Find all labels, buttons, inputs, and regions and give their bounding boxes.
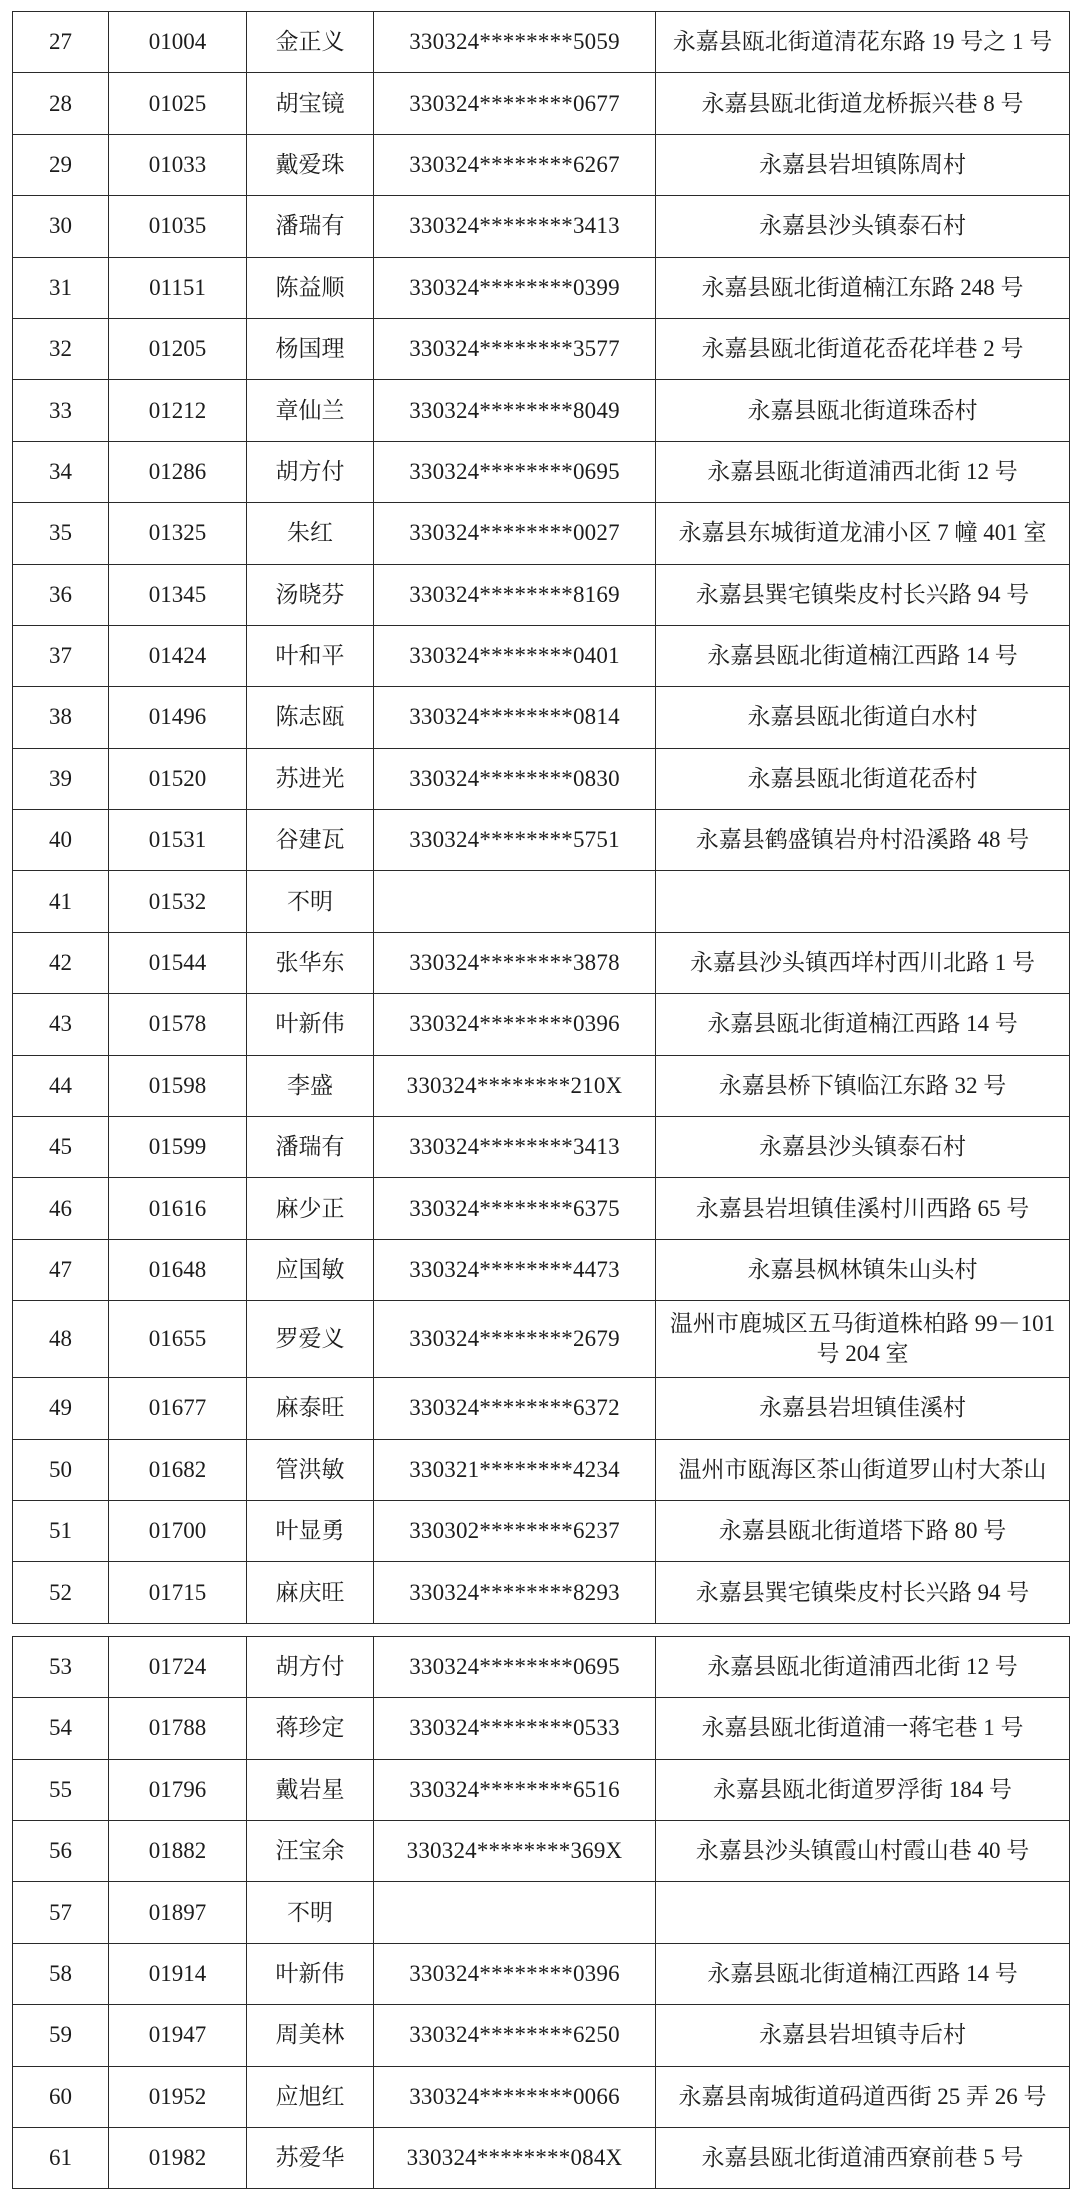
id-number-cell: 330324********0695 bbox=[374, 1636, 656, 1697]
record-code-cell: 01544 bbox=[109, 932, 247, 993]
row-number-cell: 37 bbox=[13, 625, 109, 686]
address-cell: 永嘉县瓯北街道塔下路 80 号 bbox=[656, 1500, 1070, 1561]
address-cell bbox=[656, 871, 1070, 932]
table-row bbox=[13, 1636, 1070, 1697]
record-code-cell: 01531 bbox=[109, 810, 247, 871]
record-code-cell: 01325 bbox=[109, 503, 247, 564]
record-code-cell: 01035 bbox=[109, 196, 247, 257]
id-number-cell: 330324********5751 bbox=[374, 810, 656, 871]
row-number-cell: 46 bbox=[13, 1178, 109, 1239]
record-code-cell: 01677 bbox=[109, 1378, 247, 1439]
person-name-cell: 谷建瓦 bbox=[247, 810, 374, 871]
row-number-cell: 44 bbox=[13, 1055, 109, 1116]
address-cell: 永嘉县桥下镇临江东路 32 号 bbox=[656, 1055, 1070, 1116]
row-number-cell: 34 bbox=[13, 441, 109, 502]
id-number-cell: 330324********6516 bbox=[374, 1759, 656, 1820]
record-code-cell: 01914 bbox=[109, 1943, 247, 2004]
person-name-cell: 叶新伟 bbox=[247, 994, 374, 1055]
person-name-cell: 蒋珍定 bbox=[247, 1698, 374, 1759]
table-row bbox=[13, 1301, 1070, 1378]
id-number-cell: 330324********4473 bbox=[374, 1239, 656, 1300]
person-name-cell: 潘瑞有 bbox=[247, 1117, 374, 1178]
row-number-cell: 40 bbox=[13, 810, 109, 871]
id-number-cell: 330324********8293 bbox=[374, 1562, 656, 1623]
record-code-cell: 01682 bbox=[109, 1439, 247, 1500]
person-name-cell: 苏进光 bbox=[247, 748, 374, 809]
row-number-cell: 59 bbox=[13, 2005, 109, 2066]
record-code-cell: 01345 bbox=[109, 564, 247, 625]
table-row bbox=[13, 1820, 1070, 1881]
id-number-cell: 330324********369X bbox=[374, 1820, 656, 1881]
address-cell: 永嘉县瓯北街道罗浮街 184 号 bbox=[656, 1759, 1070, 1820]
person-name-cell: 杨国理 bbox=[247, 318, 374, 379]
address-cell: 永嘉县瓯北街道龙桥振兴巷 8 号 bbox=[656, 73, 1070, 134]
record-code-cell: 01655 bbox=[109, 1301, 247, 1378]
table-row bbox=[13, 748, 1070, 809]
row-number-cell: 38 bbox=[13, 687, 109, 748]
id-number-cell bbox=[374, 1882, 656, 1943]
address-cell: 温州市瓯海区茶山街道罗山村大茶山 bbox=[656, 1439, 1070, 1500]
row-number-cell: 32 bbox=[13, 318, 109, 379]
address-cell: 永嘉县沙头镇霞山村霞山巷 40 号 bbox=[656, 1820, 1070, 1881]
person-name-cell: 朱红 bbox=[247, 503, 374, 564]
id-number-cell: 330324********3413 bbox=[374, 1117, 656, 1178]
person-name-cell: 陈志瓯 bbox=[247, 687, 374, 748]
row-number-cell: 45 bbox=[13, 1117, 109, 1178]
person-name-cell: 罗爱义 bbox=[247, 1301, 374, 1378]
row-number-cell: 53 bbox=[13, 1636, 109, 1697]
address-cell: 永嘉县沙头镇泰石村 bbox=[656, 196, 1070, 257]
record-code-cell: 01882 bbox=[109, 1820, 247, 1881]
row-number-cell: 31 bbox=[13, 257, 109, 318]
table-row bbox=[13, 441, 1070, 502]
id-number-cell: 330324********2679 bbox=[374, 1301, 656, 1378]
record-code-cell: 01982 bbox=[109, 2127, 247, 2188]
row-number-cell: 61 bbox=[13, 2127, 109, 2188]
row-number-cell: 48 bbox=[13, 1301, 109, 1378]
table-row bbox=[13, 1117, 1070, 1178]
address-cell: 永嘉县瓯北街道浦一蒋宅巷 1 号 bbox=[656, 1698, 1070, 1759]
address-cell: 永嘉县岩坦镇寺后村 bbox=[656, 2005, 1070, 2066]
address-cell: 永嘉县巽宅镇柴皮村长兴路 94 号 bbox=[656, 1562, 1070, 1623]
id-number-cell: 330324********6267 bbox=[374, 134, 656, 195]
record-code-cell: 01496 bbox=[109, 687, 247, 748]
address-cell: 永嘉县瓯北街道楠江西路 14 号 bbox=[656, 1943, 1070, 2004]
record-code-cell: 01424 bbox=[109, 625, 247, 686]
record-code-cell: 01598 bbox=[109, 1055, 247, 1116]
address-cell: 永嘉县瓯北街道浦西北街 12 号 bbox=[656, 1636, 1070, 1697]
record-code-cell: 01004 bbox=[109, 12, 247, 73]
row-number-cell: 60 bbox=[13, 2066, 109, 2127]
table-row bbox=[13, 73, 1070, 134]
row-number-cell: 30 bbox=[13, 196, 109, 257]
record-code-cell: 01205 bbox=[109, 318, 247, 379]
row-number-cell: 33 bbox=[13, 380, 109, 441]
document-page bbox=[12, 11, 1069, 2189]
row-number-cell: 39 bbox=[13, 748, 109, 809]
id-number-cell: 330324********5059 bbox=[374, 12, 656, 73]
table-row bbox=[13, 1239, 1070, 1300]
id-number-cell: 330324********6250 bbox=[374, 2005, 656, 2066]
address-cell: 永嘉县瓯北街道浦西寮前巷 5 号 bbox=[656, 2127, 1070, 2188]
address-cell: 永嘉县沙头镇泰石村 bbox=[656, 1117, 1070, 1178]
id-number-cell: 330324********0695 bbox=[374, 441, 656, 502]
person-name-cell: 金正义 bbox=[247, 12, 374, 73]
id-number-cell: 330324********8049 bbox=[374, 380, 656, 441]
record-code-cell: 01700 bbox=[109, 1500, 247, 1561]
table-row bbox=[13, 1943, 1070, 2004]
person-name-cell: 章仙兰 bbox=[247, 380, 374, 441]
address-cell: 永嘉县岩坦镇陈周村 bbox=[656, 134, 1070, 195]
address-cell: 永嘉县瓯北街道白水村 bbox=[656, 687, 1070, 748]
id-number-cell: 330321********4234 bbox=[374, 1439, 656, 1500]
id-number-cell: 330324********0399 bbox=[374, 257, 656, 318]
row-number-cell: 51 bbox=[13, 1500, 109, 1561]
address-cell: 永嘉县岩坦镇佳溪村 bbox=[656, 1378, 1070, 1439]
record-code-cell: 01151 bbox=[109, 257, 247, 318]
record-code-cell: 01599 bbox=[109, 1117, 247, 1178]
id-number-cell: 330324********0533 bbox=[374, 1698, 656, 1759]
table-row bbox=[13, 1500, 1070, 1561]
address-cell: 永嘉县瓯北街道花岙花垟巷 2 号 bbox=[656, 318, 1070, 379]
person-name-cell: 周美林 bbox=[247, 2005, 374, 2066]
person-name-cell: 戴爱珠 bbox=[247, 134, 374, 195]
person-name-cell: 陈益顺 bbox=[247, 257, 374, 318]
person-name-cell: 麻少正 bbox=[247, 1178, 374, 1239]
address-cell bbox=[656, 1882, 1070, 1943]
table-row bbox=[13, 1562, 1070, 1623]
id-number-cell: 330324********0814 bbox=[374, 687, 656, 748]
address-cell: 永嘉县沙头镇西垟村西川北路 1 号 bbox=[656, 932, 1070, 993]
table-row bbox=[13, 1378, 1070, 1439]
id-number-cell: 330324********0396 bbox=[374, 994, 656, 1055]
id-number-cell: 330324********3413 bbox=[374, 196, 656, 257]
row-number-cell: 42 bbox=[13, 932, 109, 993]
table-row bbox=[13, 810, 1070, 871]
record-code-cell: 01952 bbox=[109, 2066, 247, 2127]
table-row bbox=[13, 871, 1070, 932]
table-row bbox=[13, 196, 1070, 257]
person-name-cell: 应旭红 bbox=[247, 2066, 374, 2127]
id-number-cell: 330324********0830 bbox=[374, 748, 656, 809]
table-row bbox=[13, 1759, 1070, 1820]
address-cell: 永嘉县瓯北街道珠岙村 bbox=[656, 380, 1070, 441]
table-row bbox=[13, 564, 1070, 625]
row-number-cell: 28 bbox=[13, 73, 109, 134]
person-name-cell: 不明 bbox=[247, 871, 374, 932]
row-number-cell: 29 bbox=[13, 134, 109, 195]
table-row bbox=[13, 994, 1070, 1055]
row-number-cell: 49 bbox=[13, 1378, 109, 1439]
address-cell: 永嘉县巽宅镇柴皮村长兴路 94 号 bbox=[656, 564, 1070, 625]
person-name-cell: 潘瑞有 bbox=[247, 196, 374, 257]
id-number-cell: 330324********8169 bbox=[374, 564, 656, 625]
record-code-cell: 01286 bbox=[109, 441, 247, 502]
id-number-cell: 330324********3878 bbox=[374, 932, 656, 993]
table-row bbox=[13, 380, 1070, 441]
record-table-2 bbox=[12, 1636, 1070, 2190]
table-row bbox=[13, 257, 1070, 318]
record-code-cell: 01796 bbox=[109, 1759, 247, 1820]
address-cell: 永嘉县岩坦镇佳溪村川西路 65 号 bbox=[656, 1178, 1070, 1239]
id-number-cell: 330324********0401 bbox=[374, 625, 656, 686]
table-row bbox=[13, 2127, 1070, 2188]
id-number-cell: 330324********6375 bbox=[374, 1178, 656, 1239]
table-row bbox=[13, 1178, 1070, 1239]
row-number-cell: 36 bbox=[13, 564, 109, 625]
table-row bbox=[13, 1882, 1070, 1943]
row-number-cell: 56 bbox=[13, 1820, 109, 1881]
record-code-cell: 01648 bbox=[109, 1239, 247, 1300]
id-number-cell: 330302********6237 bbox=[374, 1500, 656, 1561]
id-number-cell: 330324********084X bbox=[374, 2127, 656, 2188]
person-name-cell: 管洪敏 bbox=[247, 1439, 374, 1500]
row-number-cell: 50 bbox=[13, 1439, 109, 1500]
record-code-cell: 01578 bbox=[109, 994, 247, 1055]
address-cell: 永嘉县枫林镇朱山头村 bbox=[656, 1239, 1070, 1300]
record-code-cell: 01025 bbox=[109, 73, 247, 134]
id-number-cell: 330324********3577 bbox=[374, 318, 656, 379]
table-row bbox=[13, 625, 1070, 686]
row-number-cell: 52 bbox=[13, 1562, 109, 1623]
id-number-cell: 330324********0066 bbox=[374, 2066, 656, 2127]
record-code-cell: 01033 bbox=[109, 134, 247, 195]
table-row bbox=[13, 318, 1070, 379]
address-cell: 永嘉县瓯北街道楠江西路 14 号 bbox=[656, 625, 1070, 686]
row-number-cell: 55 bbox=[13, 1759, 109, 1820]
id-number-cell bbox=[374, 871, 656, 932]
address-cell: 永嘉县南城街道码道西街 25 弄 26 号 bbox=[656, 2066, 1070, 2127]
record-code-cell: 01520 bbox=[109, 748, 247, 809]
address-cell: 永嘉县瓯北街道清花东路 19 号之 1 号 bbox=[656, 12, 1070, 73]
record-code-cell: 01532 bbox=[109, 871, 247, 932]
record-code-cell: 01947 bbox=[109, 2005, 247, 2066]
person-name-cell: 戴岩星 bbox=[247, 1759, 374, 1820]
table-row bbox=[13, 932, 1070, 993]
person-name-cell: 不明 bbox=[247, 1882, 374, 1943]
id-number-cell: 330324********210X bbox=[374, 1055, 656, 1116]
table-row bbox=[13, 134, 1070, 195]
row-number-cell: 54 bbox=[13, 1698, 109, 1759]
table-row bbox=[13, 1439, 1070, 1500]
person-name-cell: 胡宝镜 bbox=[247, 73, 374, 134]
record-code-cell: 01788 bbox=[109, 1698, 247, 1759]
address-cell: 永嘉县瓯北街道楠江西路 14 号 bbox=[656, 994, 1070, 1055]
record-table-1 bbox=[12, 11, 1070, 1624]
row-number-cell: 35 bbox=[13, 503, 109, 564]
record-code-cell: 01724 bbox=[109, 1636, 247, 1697]
person-name-cell: 胡方付 bbox=[247, 1636, 374, 1697]
table-row bbox=[13, 687, 1070, 748]
row-number-cell: 57 bbox=[13, 1882, 109, 1943]
person-name-cell: 张华东 bbox=[247, 932, 374, 993]
record-code-cell: 01212 bbox=[109, 380, 247, 441]
table-row bbox=[13, 12, 1070, 73]
table-row bbox=[13, 503, 1070, 564]
person-name-cell: 应国敏 bbox=[247, 1239, 374, 1300]
person-name-cell: 麻泰旺 bbox=[247, 1378, 374, 1439]
table-row bbox=[13, 1055, 1070, 1116]
person-name-cell: 叶和平 bbox=[247, 625, 374, 686]
row-number-cell: 47 bbox=[13, 1239, 109, 1300]
row-number-cell: 58 bbox=[13, 1943, 109, 2004]
row-number-cell: 43 bbox=[13, 994, 109, 1055]
record-code-cell: 01715 bbox=[109, 1562, 247, 1623]
record-code-cell: 01897 bbox=[109, 1882, 247, 1943]
person-name-cell: 苏爱华 bbox=[247, 2127, 374, 2188]
person-name-cell: 叶新伟 bbox=[247, 1943, 374, 2004]
table-row bbox=[13, 2066, 1070, 2127]
person-name-cell: 叶显勇 bbox=[247, 1500, 374, 1561]
address-cell: 永嘉县瓯北街道楠江东路 248 号 bbox=[656, 257, 1070, 318]
record-code-cell: 01616 bbox=[109, 1178, 247, 1239]
person-name-cell: 胡方付 bbox=[247, 441, 374, 502]
address-cell: 永嘉县东城街道龙浦小区 7 幢 401 室 bbox=[656, 503, 1070, 564]
record-table-body bbox=[13, 1636, 1070, 2189]
table-row bbox=[13, 1698, 1070, 1759]
id-number-cell: 330324********0677 bbox=[374, 73, 656, 134]
person-name-cell: 汪宝余 bbox=[247, 1820, 374, 1881]
address-cell: 永嘉县鹤盛镇岩舟村沿溪路 48 号 bbox=[656, 810, 1070, 871]
person-name-cell: 李盛 bbox=[247, 1055, 374, 1116]
address-cell: 永嘉县瓯北街道花岙村 bbox=[656, 748, 1070, 809]
id-number-cell: 330324********0396 bbox=[374, 1943, 656, 2004]
address-cell: 温州市鹿城区五马街道株柏路 99－101 号 204 室 bbox=[656, 1301, 1070, 1378]
person-name-cell: 麻庆旺 bbox=[247, 1562, 374, 1623]
record-table-body bbox=[13, 12, 1070, 1624]
row-number-cell: 27 bbox=[13, 12, 109, 73]
id-number-cell: 330324********6372 bbox=[374, 1378, 656, 1439]
address-cell: 永嘉县瓯北街道浦西北街 12 号 bbox=[656, 441, 1070, 502]
table-row bbox=[13, 2005, 1070, 2066]
person-name-cell: 汤晓芬 bbox=[247, 564, 374, 625]
id-number-cell: 330324********0027 bbox=[374, 503, 656, 564]
row-number-cell: 41 bbox=[13, 871, 109, 932]
